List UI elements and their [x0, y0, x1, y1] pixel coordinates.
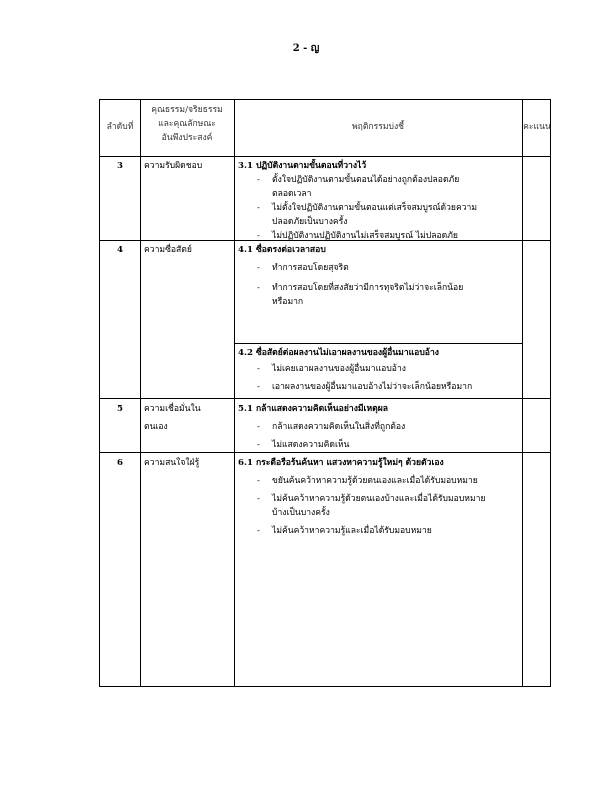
behavior-item: - ไม่ค้นคว้าหาความรู้และเมื่อได้รับมอบหมาย — [257, 526, 432, 536]
virtue-name: ความสนใจใฝ่รู้ — [144, 458, 200, 468]
bullet-dash: - — [257, 526, 260, 536]
bullet-dash: - — [257, 283, 260, 293]
bullet-dash: - — [257, 422, 260, 432]
column-divider — [522, 100, 523, 686]
bullet-dash: - — [257, 476, 260, 486]
header-col-virtue: คุณธรรม/จริยธรรม และคุณลักษณะ อันพึงประสงค์ — [151, 105, 223, 143]
behavior-heading: 6.1 กระตือรือร้นค้นหา แสวงหาความรู้ใหม่ๆ ด้วยตัวเอง — [238, 458, 444, 468]
bullet-dash: - — [257, 203, 260, 213]
bullet-dash: - — [257, 364, 260, 374]
behavior-item: - ไม่ปฏิบัติงานปฏิบัติงานไม่เสร็จสมบูรณ์ ไม่ปลอดภัย — [257, 231, 458, 241]
bullet-dash: - — [257, 382, 260, 392]
behavior-item: - ตั้งใจปฏิบัติงานตามขั้นตอนได้อย่างถูกต้องปลอดภัย ตลอดเวลา — [257, 175, 460, 199]
column-divider — [140, 100, 141, 686]
row-divider — [100, 452, 550, 453]
virtue-name: ความซื่อสัตย์ — [144, 245, 192, 255]
bullet-dash: - — [257, 175, 260, 185]
bullet-dash: - — [257, 440, 260, 450]
behavior-heading: 4.2 ซื่อสัตย์ต่อผลงานไม่เอาผลงานของผู้อื่นมาแอบอ้าง — [238, 348, 439, 358]
behavior-group — [234, 243, 522, 309]
behavior-item: - ทำการสอบโดยสุจริต — [257, 263, 349, 273]
virtue-name: ความเชื่อมั่นใน ตนเอง — [144, 404, 201, 432]
header-col-score: คะแนน — [523, 122, 551, 132]
behavior-group — [234, 402, 522, 452]
header-col-behavior: พฤติกรรมบ่งชี้ — [351, 122, 405, 132]
behavior-item: - กล้าแสดงความคิดเห็นในสิ่งที่ถูกต้อง — [257, 422, 406, 432]
header-col-no: ลำดับที่ — [106, 122, 134, 132]
behavior-group — [234, 456, 522, 538]
row-number: 5 — [117, 404, 123, 414]
behavior-group — [234, 346, 522, 394]
behavior-table — [99, 99, 551, 687]
row-divider — [100, 398, 550, 399]
behavior-group — [234, 159, 522, 243]
behavior-item: - ไม่ตั้งใจปฏิบัติงานตามขั้นตอนแต่เสร็จสมบูรณ์ด้วยความ ปลอดภัยเป็นบางครั้ง — [257, 203, 478, 227]
page-number: 2 - ญ — [292, 43, 320, 54]
row-number: 4 — [117, 245, 123, 255]
behavior-item: - ไม่แสดงความคิดเห็น — [257, 440, 350, 450]
behavior-item: - ไม่ค้นคว้าหาความรู้ด้วยตนเองบ้างและเมื่อได้รับมอบหมาย บ้างเป็นบางครั้ง — [257, 494, 486, 518]
row-number: 6 — [117, 458, 123, 468]
bullet-dash: - — [257, 231, 260, 241]
behavior-item: - ทำการสอบโดยที่สงสัยว่ามีการทุจริตไม่ว่าจะเล็กน้อย หรือมาก — [257, 283, 464, 307]
row-divider — [100, 156, 550, 157]
behavior-item: - เอาผลงานของผู้อื่นมาแอบอ้างไม่ว่าจะเล็กน้อยหรือมาก — [257, 382, 473, 392]
behavior-item: - ขยันค้นคว้าหาความรู้ด้วยตนเองและเมื่อได้รับมอบหมาย — [257, 476, 478, 486]
bullet-dash: - — [257, 263, 260, 273]
sub-row-divider — [234, 343, 522, 344]
behavior-heading: 5.1 กล้าแสดงความคิดเห็นอย่างมีเหตุผล — [238, 404, 389, 414]
behavior-item: - ไม่เคยเอาผลงานของผู้อื่นมาแอบอ้าง — [257, 364, 406, 374]
behavior-heading: 3.1 ปฏิบัติงานตามขั้นตอนที่วางไว้ — [238, 161, 367, 171]
virtue-name: ความรับผิดชอบ — [144, 161, 203, 171]
row-number: 3 — [117, 161, 123, 171]
behavior-heading: 4.1 ซื่อตรงต่อเวลาสอบ — [238, 245, 326, 255]
bullet-dash: - — [257, 494, 260, 504]
